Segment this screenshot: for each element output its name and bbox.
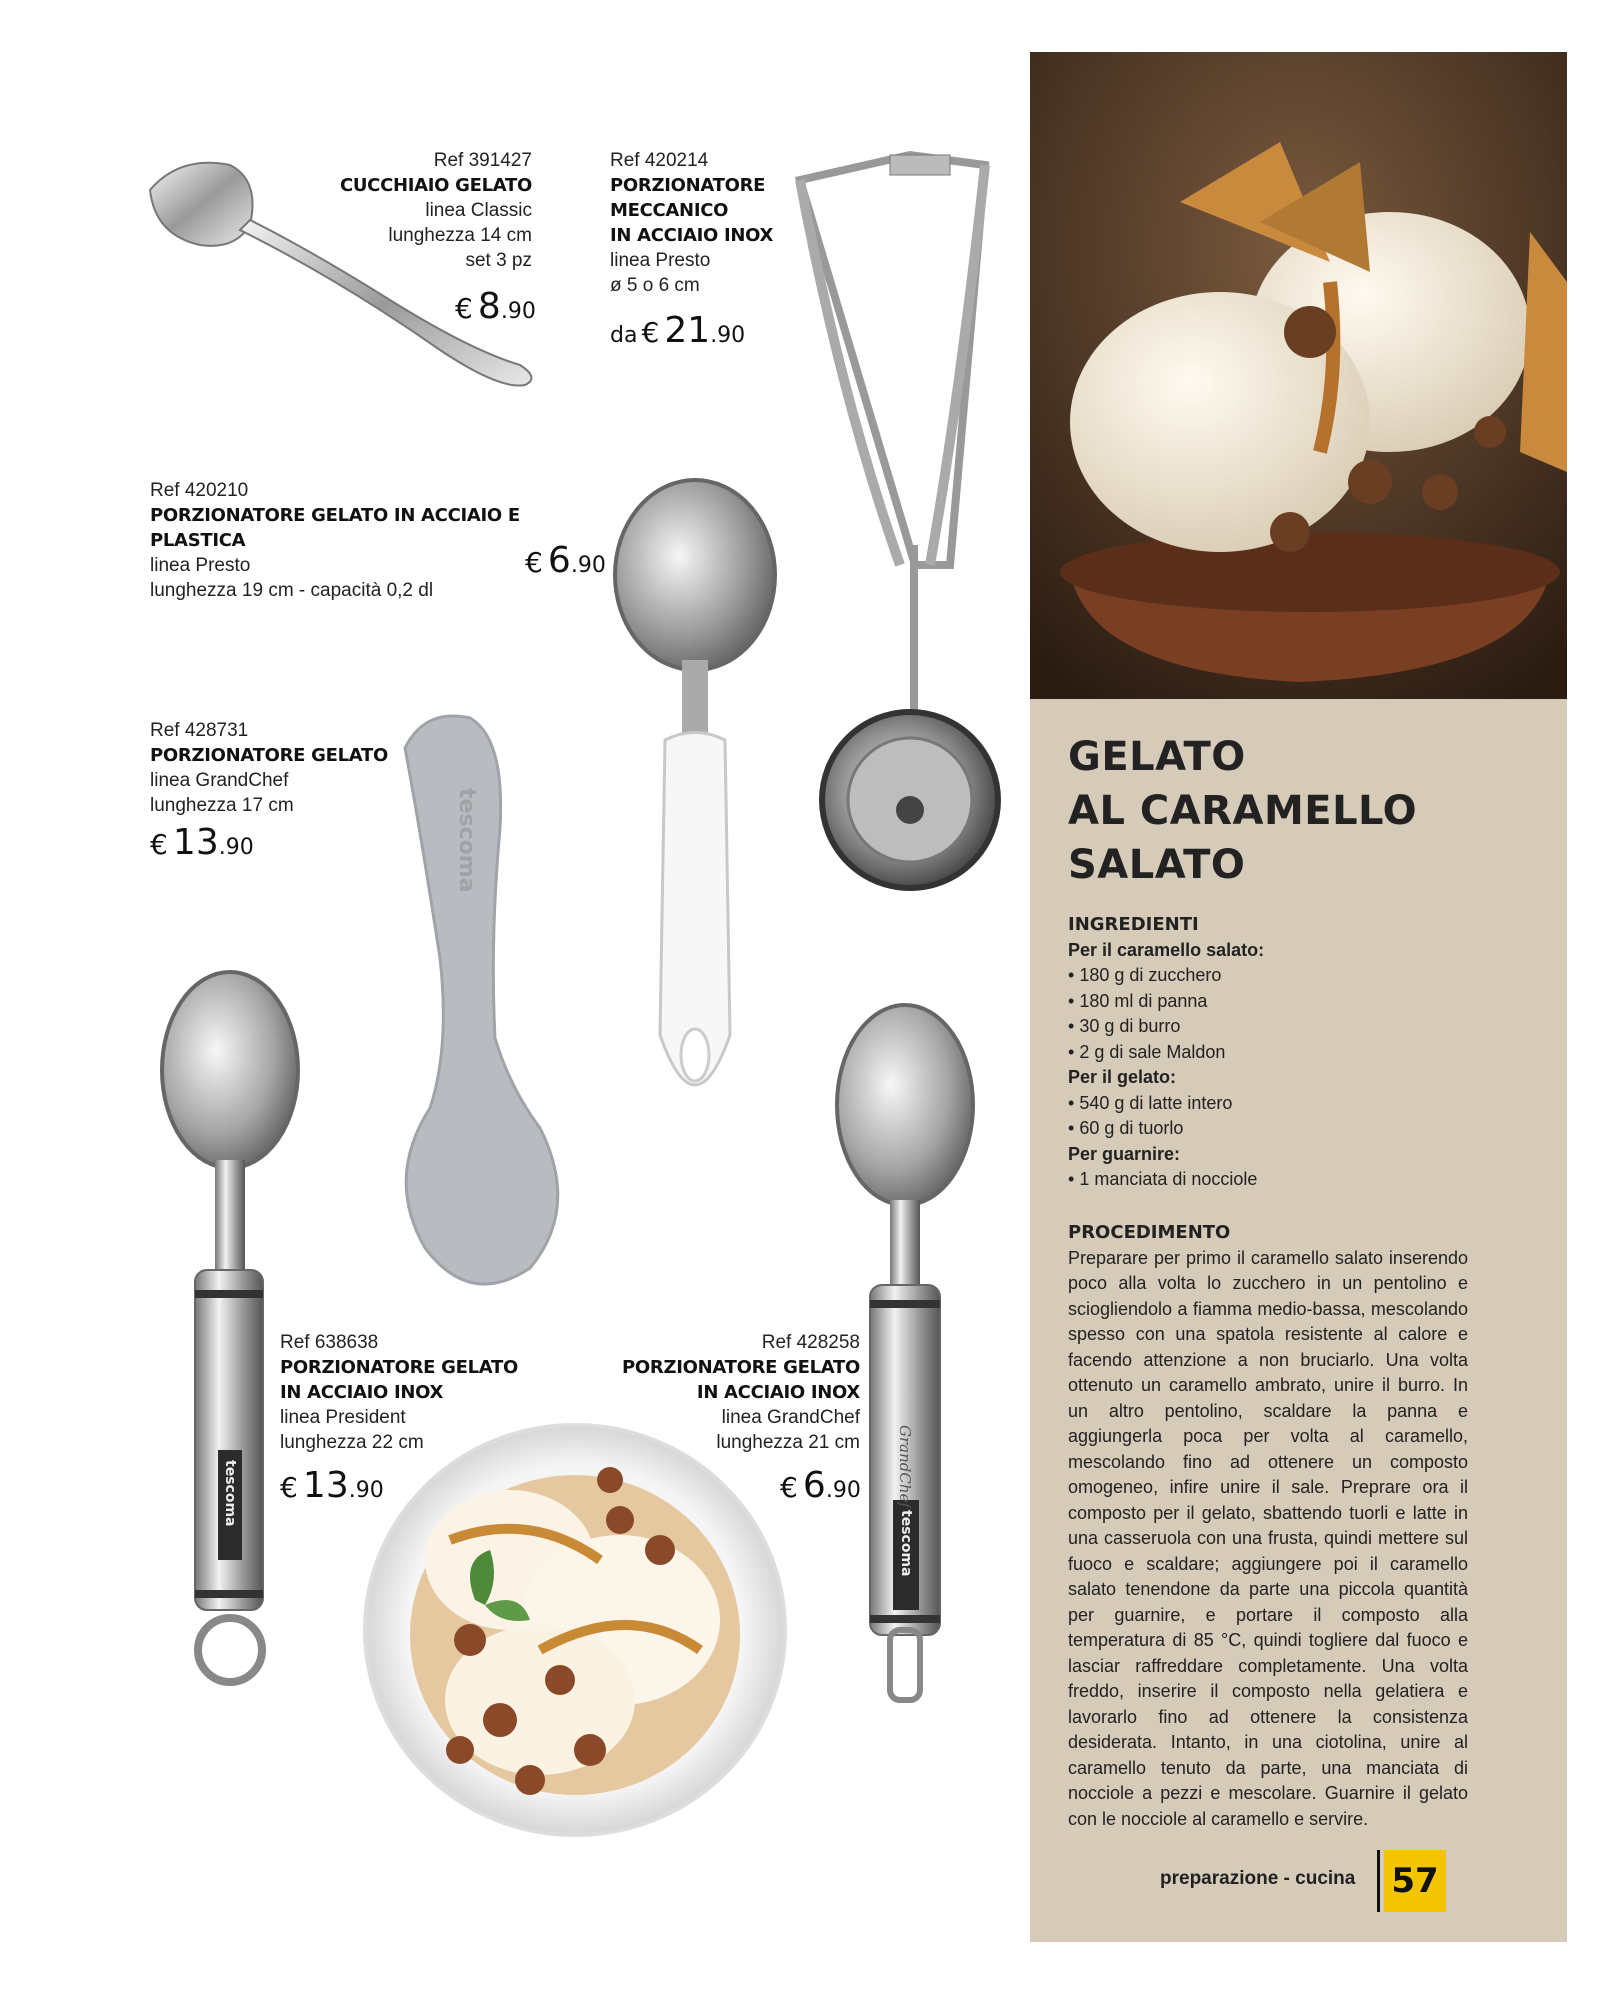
product-image-scoop-grandchef [830, 1000, 980, 1720]
ingredients-heading: INGREDIENTI [1068, 914, 1199, 935]
product-detail: lunghezza 22 cm [280, 1432, 424, 1453]
product-detail: lunghezza 19 cm - capacità 0,2 dl [150, 580, 434, 601]
product-price: € 13.90 [280, 1465, 384, 1506]
product-detail: linea GrandChef [721, 1407, 860, 1428]
product-price: € 6.90 [525, 540, 606, 581]
procedure-heading: PROCEDIMENTO [1068, 1222, 1231, 1243]
procedure-section [1068, 1220, 1468, 1832]
product-title: PORZIONATORE GELATO [280, 1357, 518, 1378]
product-info-428731 [150, 718, 410, 818]
product-ref: Ref 391427 [433, 150, 532, 171]
recipe-title-line: AL CARAMELLO [1068, 788, 1418, 834]
product-title: PORZIONATORE [610, 175, 766, 196]
product-detail: linea Classic [425, 200, 532, 221]
product-price: € 8.90 [455, 286, 536, 327]
ingredient-item: • 2 g di sale Maldon [1068, 1040, 1528, 1066]
recipe-title [1068, 730, 1548, 892]
product-detail: linea President [280, 1407, 406, 1428]
footer-divider [1377, 1850, 1380, 1912]
product-price: € 6.90 [780, 1465, 861, 1506]
procedure-text: Preparare per primo il caramello salato inserendo poco alla volta lo zucchero in un pentolino e sciogliendolo a fiamma medio-bassa, mescolando spesso con una spatola resistente al calore e facendo attenzione a non bruciarlo. Una volta ottenuto un caramello ambrato, unire il burro. In un altro pentolino, scaldare la panna e aggiungerla poca per volta al caramello, mescolando fino ad ottenere un composto omogeneo, infire unire il sale. Preprare ora il composto per il gelato, sbattendo tuorli e latte in una casseruola con una frusta, quindi mettere sul fuoco e scaldare; aggiungere poi il caramello salato tenendone da parte una piccola quantità per guarnire, e portare il composto alla temperatura di 85 °C, quindi togliere dal fuoco e lasciar raffreddare completamente. Una volta freddo, inserire il composto nella gelatiera e lavorarlo fino ad ottenere la consistenza desiderata. Intanto, in una ciotolina, unire al caramello tenuto da parte, una manciata di nocciole a pezzi e mescolare. Guarnire il gelato con le nocciole al caramello e servire. [1068, 1247, 1468, 1829]
product-title: PORZIONATORE GELATO IN ACCIAIO E PLASTICA [150, 505, 520, 551]
product-detail: set 3 pz [465, 250, 532, 271]
product-image-grey-ice-cream-spoon [380, 708, 580, 1298]
ingredient-item: • 180 ml di panna [1068, 989, 1528, 1015]
product-detail: lunghezza 14 cm [388, 225, 532, 246]
product-detail: linea GrandChef [150, 770, 289, 791]
product-price: € 13.90 [150, 822, 254, 863]
product-title: CUCCHIAIO GELATO [339, 175, 532, 196]
brand-logo-text: tescoma [454, 788, 479, 893]
product-ref: Ref 638638 [280, 1332, 379, 1353]
product-detail: lunghezza 17 cm [150, 795, 294, 816]
ingredient-item: • 540 g di latte intero [1068, 1091, 1528, 1117]
product-title: IN ACCIAIO INOX [610, 225, 774, 246]
product-detail: linea Presto [150, 555, 251, 576]
recipe-title-line: SALATO [1068, 842, 1246, 888]
product-title: IN ACCIAIO INOX [696, 1382, 860, 1403]
recipe-photo [1030, 52, 1567, 699]
ingredient-group-label: Per guarnire: [1068, 1143, 1181, 1164]
product-detail: lunghezza 21 cm [716, 1432, 860, 1453]
product-ref: Ref 420210 [150, 480, 249, 501]
page-number: 57 [1384, 1850, 1446, 1912]
product-ref: Ref 428731 [150, 720, 249, 741]
product-title: PORZIONATORE GELATO [622, 1357, 860, 1378]
ingredient-list [1068, 1167, 1528, 1193]
ingredient-item: • 30 g di burro [1068, 1014, 1528, 1040]
product-image-scoop-white-handle [610, 475, 780, 1135]
recipe-title-line: GELATO [1068, 734, 1246, 780]
ingredient-item: • 60 g di tuorlo [1068, 1116, 1528, 1142]
ingredients-section [1068, 912, 1528, 1193]
ingredient-list [1068, 963, 1528, 1065]
section-label: preparazione - cucina [1160, 1868, 1356, 1889]
ingredient-group-label: Per il gelato: [1068, 1067, 1177, 1087]
ingredient-list [1068, 1091, 1528, 1142]
product-detail: ø 5 o 6 cm [610, 275, 700, 296]
brand-logo-text: tescoma [898, 1510, 914, 1577]
product-ref: Ref 428258 [761, 1332, 860, 1353]
product-image-mechanical-scoop [780, 145, 1020, 905]
brand-logo-text: tescoma [222, 1460, 238, 1527]
product-title: IN ACCIAIO INOX [280, 1382, 444, 1403]
product-line-text: GrandChef [896, 1425, 914, 1508]
product-title: MECCANICO [610, 200, 729, 221]
product-info-391427 [300, 148, 532, 273]
product-ref: Ref 420214 [610, 150, 709, 171]
product-detail: linea Presto [610, 250, 711, 271]
gelato-bowl-photo [360, 1420, 790, 1840]
ingredient-item: • 180 g di zucchero [1068, 963, 1528, 989]
ingredient-item: • 1 manciata di nocciole [1068, 1167, 1528, 1193]
product-price: da € 21.90 [610, 310, 746, 351]
ingredient-group-label: Per il caramello salato: [1068, 939, 1265, 960]
product-title: PORZIONATORE GELATO [150, 745, 388, 766]
